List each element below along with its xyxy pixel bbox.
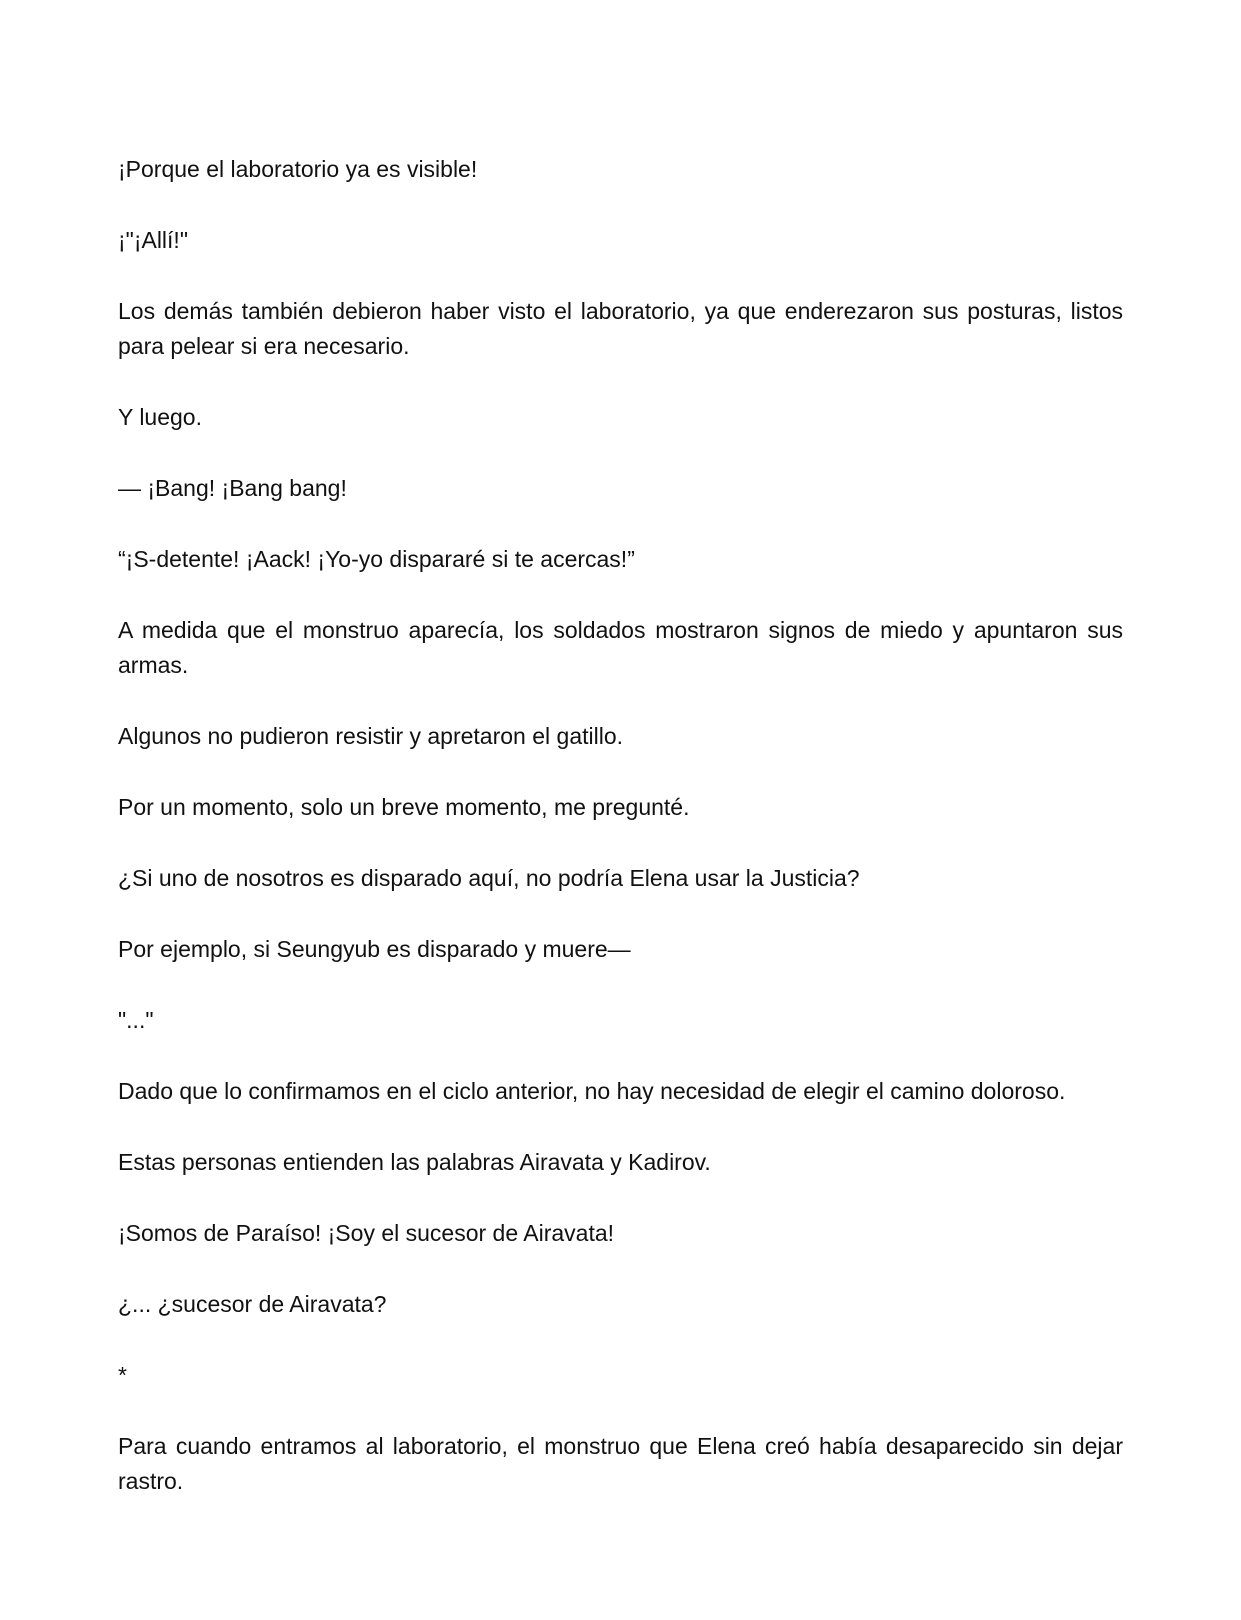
- paragraph: Y luego.: [118, 404, 202, 430]
- paragraph: ¿... ¿sucesor de Airavata?: [118, 1291, 387, 1317]
- paragraph: "...": [118, 1007, 154, 1033]
- paragraph: Dado que lo confirmamos en el ciclo anterior, no hay necesidad de elegir el camino doloroso.: [118, 1078, 1066, 1104]
- paragraph: A medida que el monstruo aparecía, los soldados mostraron signos de miedo y apuntaron sus armas.: [118, 617, 1123, 678]
- paragraph: “¡S-detente! ¡Aack! ¡Yo-yo dispararé si te acercas!”: [118, 546, 635, 572]
- paragraph: — ¡Bang! ¡Bang bang!: [118, 475, 347, 501]
- paragraph: Estas personas entienden las palabras Airavata y Kadirov.: [118, 1149, 711, 1175]
- paragraph: ¿Si uno de nosotros es disparado aquí, no podría Elena usar la Justicia?: [118, 865, 860, 891]
- paragraph: Para cuando entramos al laboratorio, el monstruo que Elena creó había desaparecido sin dejar rastro.: [118, 1433, 1123, 1494]
- section-break: *: [118, 1362, 127, 1388]
- paragraph: Los demás también debieron haber visto el laboratorio, ya que enderezaron sus posturas, listos para pelear si era necesario.: [118, 298, 1123, 359]
- paragraph: Algunos no pudieron resistir y apretaron el gatillo.: [118, 723, 624, 749]
- paragraph: Por un momento, solo un breve momento, me pregunté.: [118, 794, 690, 820]
- paragraph: ¡Somos de Paraíso! ¡Soy el sucesor de Airavata!: [118, 1220, 615, 1246]
- paragraph: Por ejemplo, si Seungyub es disparado y muere—: [118, 936, 631, 962]
- paragraph: ¡"¡Allí!": [118, 227, 188, 253]
- document-body: [118, 152, 1123, 1535]
- paragraph: ¡Porque el laboratorio ya es visible!: [118, 156, 478, 182]
